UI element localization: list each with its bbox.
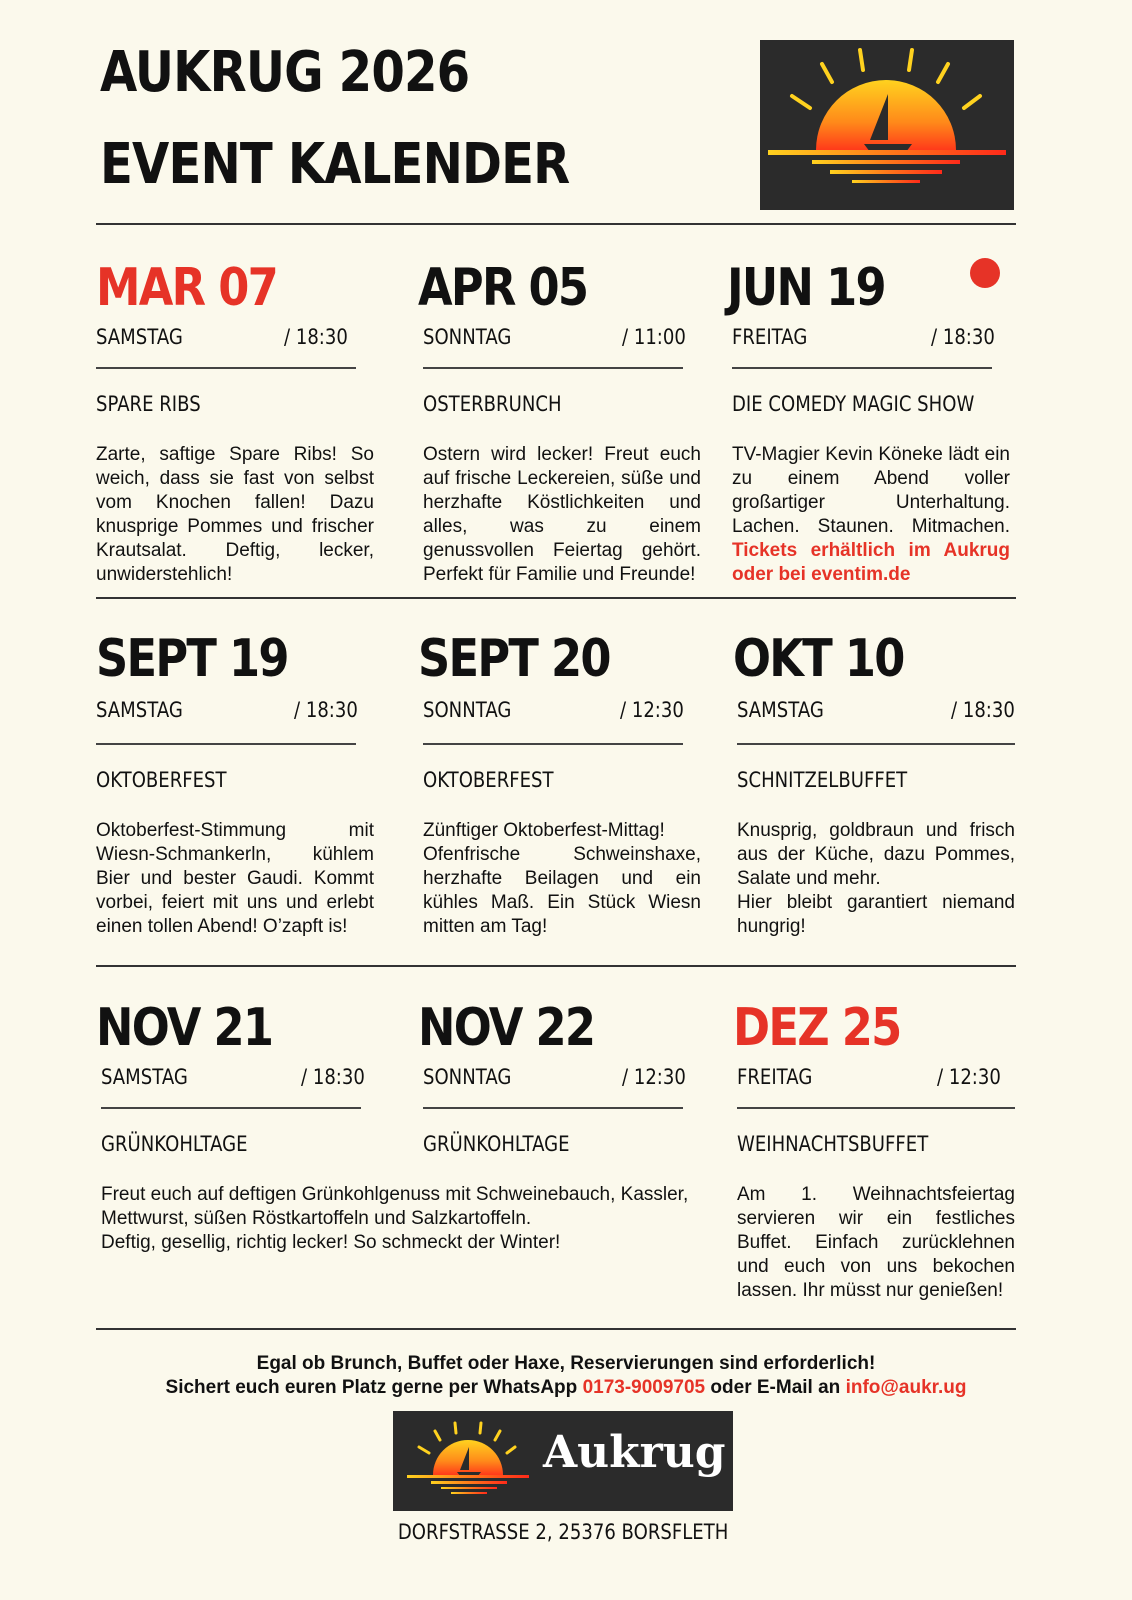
event-description: Oktoberfest-Stimmung mit Wiesn-Schmankerln, kühlem Bier und bester Gaudi. Kommt vorbei, feiert mit uns und erlebt einen tollen Abend! O’zapft is! bbox=[96, 820, 374, 937]
page-title-line1: AUKRUG 2026 bbox=[100, 40, 470, 105]
divider bbox=[96, 223, 1016, 225]
event-name: GRÜNKOHLTAGE bbox=[423, 1132, 570, 1156]
event-day: FREITAG bbox=[737, 1065, 813, 1089]
event-name: GRÜNKOHLTAGE bbox=[101, 1132, 248, 1156]
event-description: Am 1. Weihnachtsfeiertag servieren wir ein festliches Buffet. Einfach zurücklehnen und euch von uns bekochen lassen. Ihr müsst nur genießen! bbox=[737, 1184, 1015, 1301]
event-description: Zarte, saftige Spare Ribs! So weich, dass sie fast von selbst vom Knochen fallen! Dazu knusprige Pommes und frischer Krautsalat. Deftig, lecker, unwiderstehlich! bbox=[96, 444, 374, 585]
divider bbox=[96, 367, 356, 369]
event-name: OSTERBRUNCH bbox=[423, 392, 562, 416]
event-time: / 18:30 bbox=[284, 325, 348, 349]
event-description-text: Ofenfrische Schweinshaxe, herzhafte Beilagen und ein kühles Maß. Ein Stück Wiesn mitten am Tag! bbox=[423, 844, 701, 937]
divider bbox=[732, 367, 992, 369]
divider bbox=[96, 743, 356, 745]
divider bbox=[96, 965, 1016, 967]
event-description-text: Hier bleibt garantiert niemand hungrig! bbox=[737, 892, 1015, 937]
event-date: DEZ 25 bbox=[733, 998, 901, 1058]
logo-sunset bbox=[760, 40, 1014, 210]
event-description-text: TV-Magier Kevin Köneke lädt ein zu einem Abend voller großartiger Unterhaltung. Lachen. Staunen. Mitmachen. bbox=[732, 444, 1010, 537]
event-day: SONNTAG bbox=[423, 325, 512, 349]
event-time: / 18:30 bbox=[301, 1065, 365, 1089]
event-name: WEIHNACHTSBUFFET bbox=[737, 1132, 929, 1156]
address-text: DORFSTRASSE 2, 25376 BORSFLETH bbox=[397, 1520, 729, 1544]
event-time: / 12:30 bbox=[622, 1065, 686, 1089]
event-date: MAR 07 bbox=[96, 258, 278, 318]
divider bbox=[423, 743, 683, 745]
event-time: / 11:00 bbox=[622, 325, 686, 349]
reservation-note: Egal ob Brunch, Buffet oder Haxe, Reservierungen sind erforderlich! bbox=[256, 1353, 876, 1374]
event-date: NOV 22 bbox=[418, 998, 595, 1058]
divider bbox=[96, 597, 1016, 599]
description-line: Mettwurst, süßen Röstkartoffeln und Salzkartoffeln. bbox=[101, 1208, 532, 1229]
event-name: SPARE RIBS bbox=[96, 392, 201, 416]
event-day: SAMSTAG bbox=[96, 698, 183, 722]
event-time: / 18:30 bbox=[931, 325, 995, 349]
event-description bbox=[423, 819, 701, 939]
event-description-line: Zünftiger Oktoberfest-Mittag! bbox=[423, 820, 665, 841]
sunset-boat-icon bbox=[760, 40, 1014, 210]
event-day: SONNTAG bbox=[423, 1065, 512, 1089]
event-time: / 12:30 bbox=[937, 1065, 1001, 1089]
event-date: SEPT 19 bbox=[96, 629, 288, 689]
divider bbox=[737, 1107, 1015, 1109]
contact-text: oder E-Mail an bbox=[710, 1377, 841, 1398]
contact-text: Sichert euch euren Platz gerne per WhatsApp bbox=[165, 1377, 578, 1398]
ticket-note: Tickets erhältlich im Aukrug oder bei eventim.de bbox=[732, 540, 1010, 585]
description-line: Freut euch auf deftigen Grünkohlgenuss mit Schweinebauch, Kassler, bbox=[101, 1184, 689, 1205]
event-name: DIE COMEDY MAGIC SHOW bbox=[732, 392, 975, 416]
divider bbox=[423, 367, 683, 369]
event-description bbox=[737, 819, 1015, 939]
event-description: Ostern wird lecker! Freut euch auf frische Leckereien, süße und herzhafte Köstlichkeiten und alles, was zu einem genussvollen Feiertag gehört. Perfekt für Familie und Freunde! bbox=[423, 444, 701, 585]
event-name: SCHNITZELBUFFET bbox=[737, 768, 908, 792]
event-description bbox=[732, 443, 1010, 587]
divider bbox=[101, 1107, 361, 1109]
divider bbox=[737, 743, 1015, 745]
divider bbox=[423, 1107, 683, 1109]
event-date: SEPT 20 bbox=[418, 629, 610, 689]
event-time: / 12:30 bbox=[620, 698, 684, 722]
page-title-line2: EVENT KALENDER bbox=[100, 132, 570, 197]
sunset-boat-icon bbox=[403, 1419, 533, 1505]
event-date: APR 05 bbox=[418, 258, 588, 318]
gruenkohl-description bbox=[101, 1183, 711, 1255]
event-date: JUN 19 bbox=[727, 258, 885, 318]
brand-name: Aukrug bbox=[543, 1427, 726, 1478]
event-time: / 18:30 bbox=[951, 698, 1015, 722]
email-link[interactable]: info@aukr.ug bbox=[845, 1377, 967, 1398]
event-date: OKT 10 bbox=[733, 629, 904, 689]
event-name: OKTOBERFEST bbox=[423, 768, 554, 792]
event-day: SAMSTAG bbox=[101, 1065, 188, 1089]
divider bbox=[96, 1328, 1016, 1330]
event-description-text: Knusprig, goldbraun und frisch aus der Küche, dazu Pommes, Salate und mehr. bbox=[737, 820, 1015, 889]
event-day: SAMSTAG bbox=[96, 325, 183, 349]
description-line: Deftig, gesellig, richtig lecker! So schmeckt der Winter! bbox=[101, 1232, 561, 1253]
event-date: NOV 21 bbox=[96, 998, 273, 1058]
event-day: FREITAG bbox=[732, 325, 808, 349]
address bbox=[0, 1520, 1126, 1544]
whatsapp-number[interactable]: 0173-9009705 bbox=[582, 1377, 706, 1398]
event-day: SAMSTAG bbox=[737, 698, 824, 722]
event-day: SONNTAG bbox=[423, 698, 512, 722]
brand-logo bbox=[393, 1411, 733, 1511]
event-time: / 18:30 bbox=[294, 698, 358, 722]
contact-line bbox=[0, 1376, 1132, 1400]
event-name: OKTOBERFEST bbox=[96, 768, 227, 792]
highlight-dot-icon bbox=[970, 258, 1000, 288]
